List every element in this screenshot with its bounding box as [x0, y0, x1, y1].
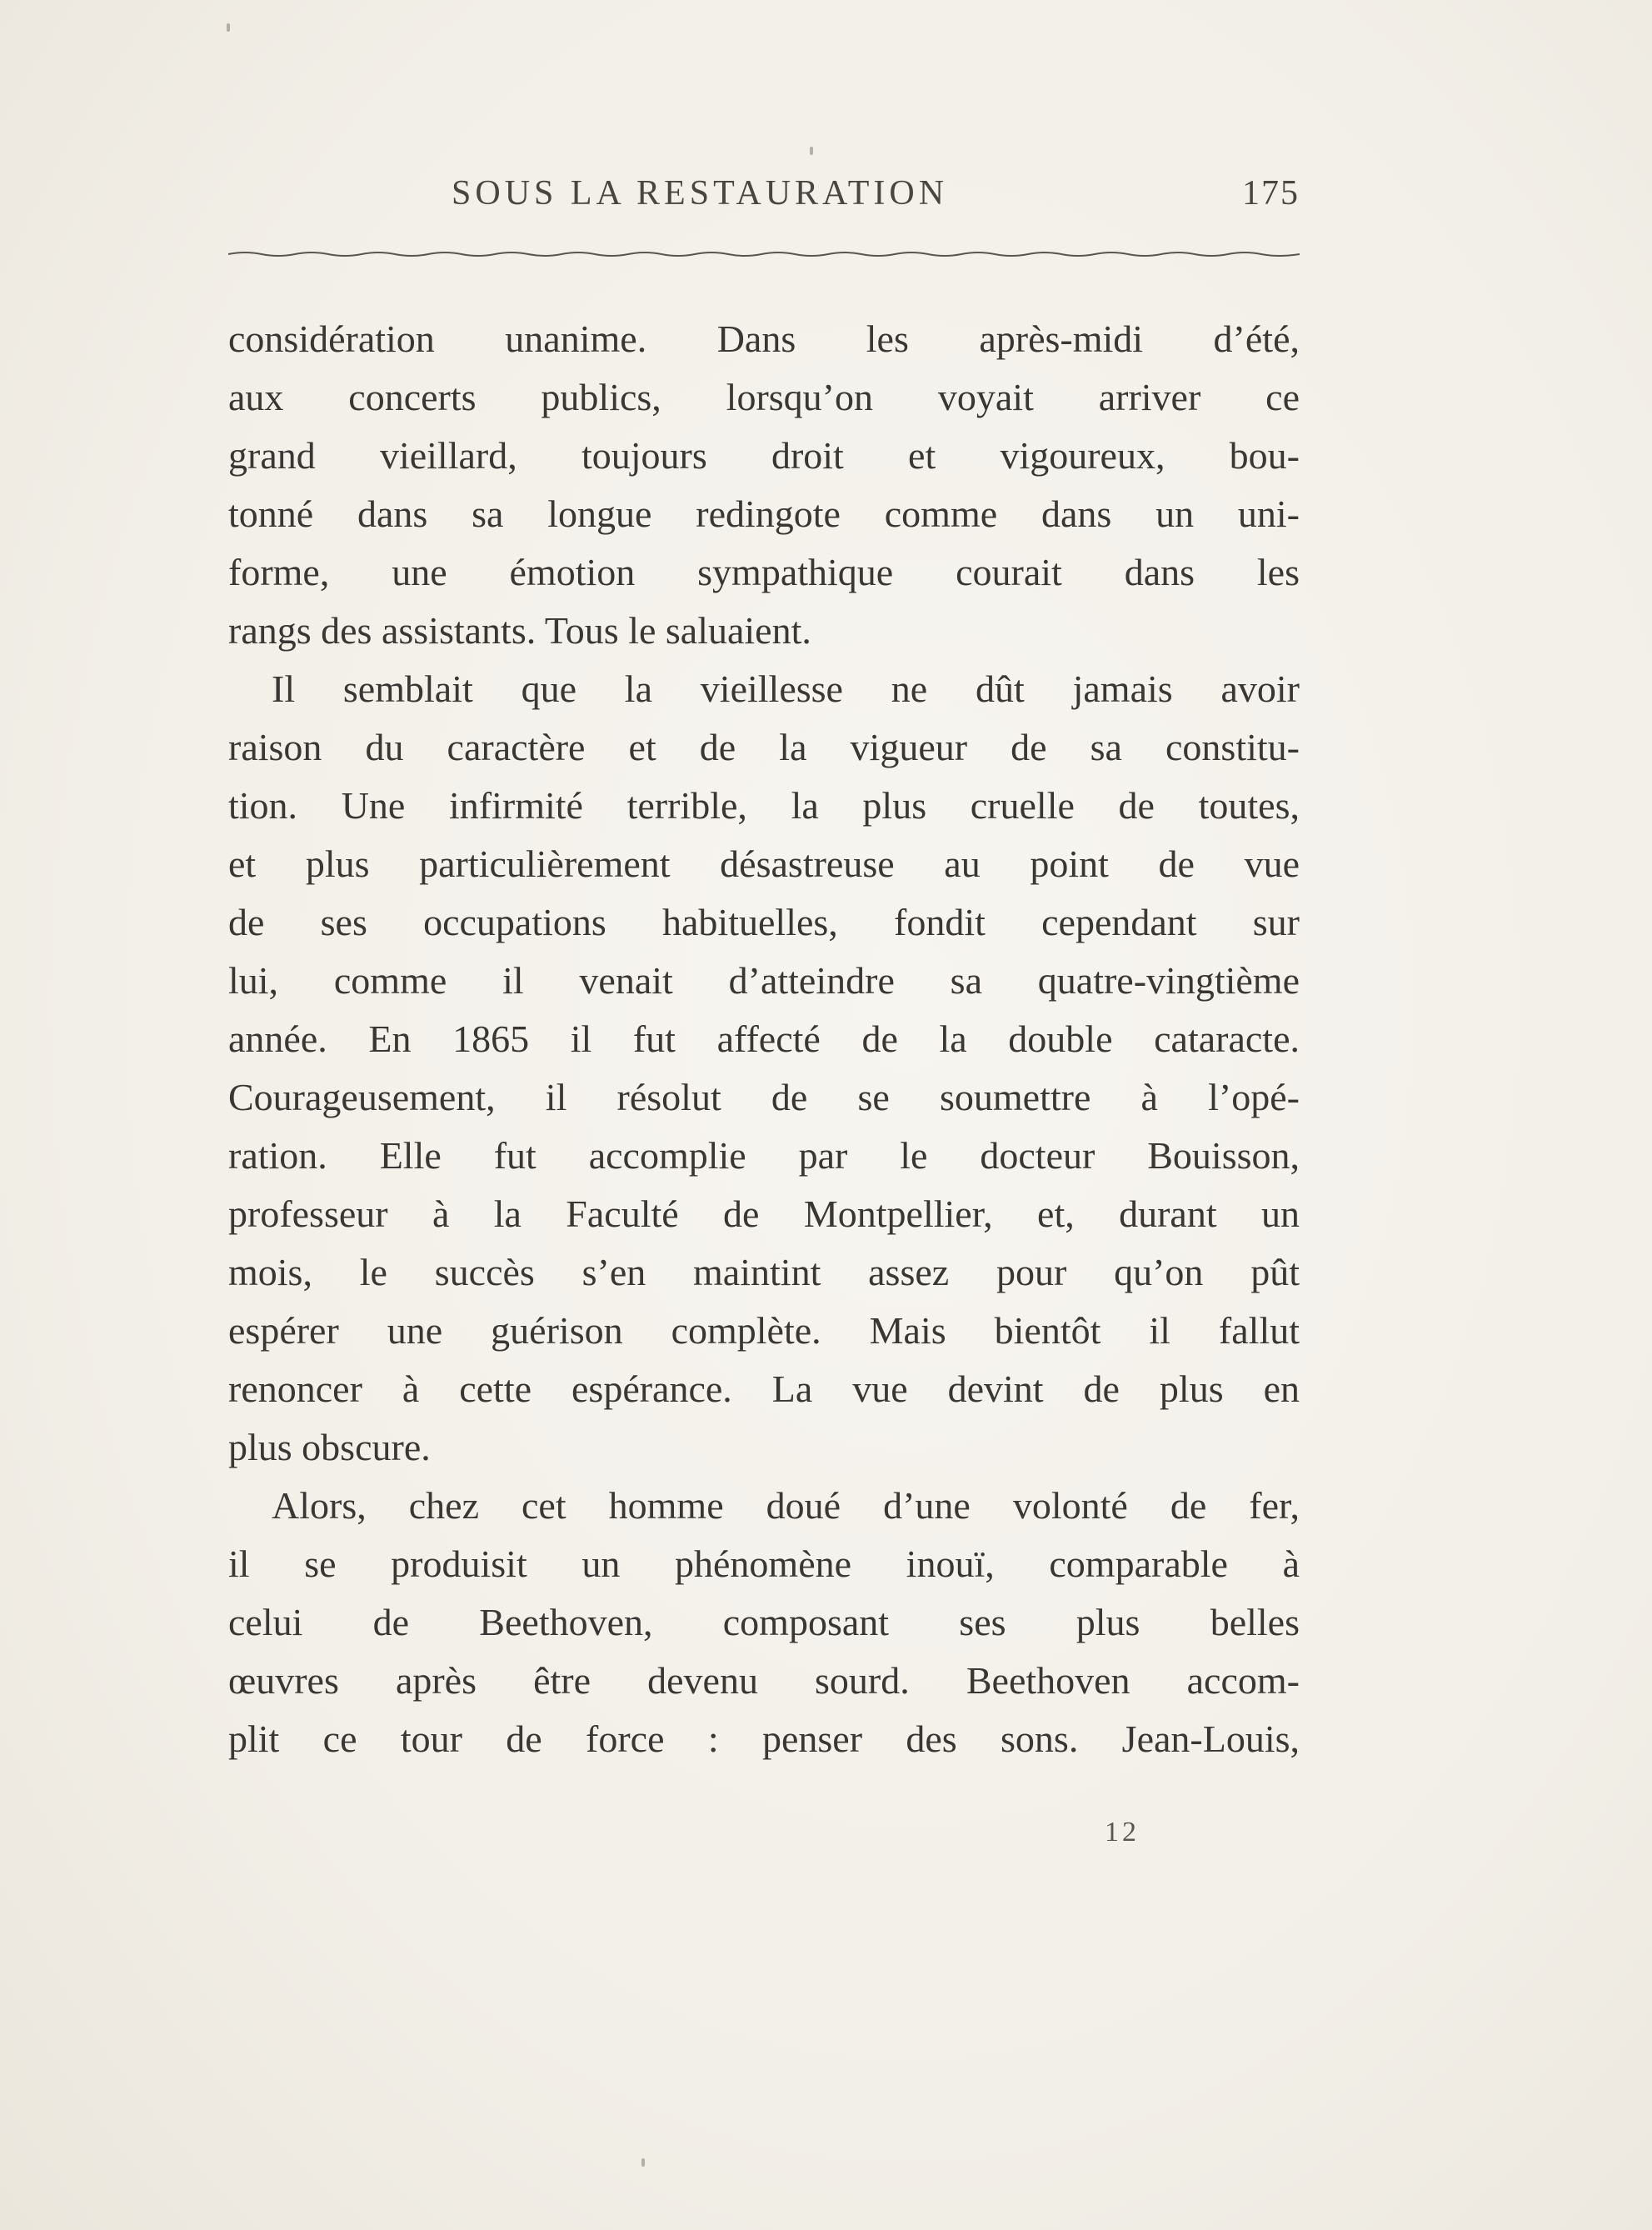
text-line: considération unanime. Dans les après-midi d’été, — [228, 318, 1300, 360]
text-line: et plus particulièrement désastreuse au point de vue — [228, 842, 1300, 885]
text-line: espérer une guérison complète. Mais bientôt il fallut — [228, 1309, 1300, 1352]
text-line: raison du caractère et de la vigueur de sa constitu- — [228, 726, 1300, 768]
text-line: Courageusement, il résolut de se soumettre à l’opé- — [228, 1076, 1300, 1118]
text-line: plus obscure. — [228, 1426, 431, 1468]
running-title: SOUS LA RESTAURATION — [452, 174, 949, 212]
text-line: mois, le succès s’en maintint assez pour qu’on pût — [228, 1251, 1300, 1293]
text-line: lui, comme il venait d’atteindre sa quatre-vingtième — [228, 959, 1300, 1002]
text-line: œuvres après être devenu sourd. Beethoven accom- — [228, 1659, 1300, 1702]
paper-speck — [810, 147, 813, 155]
text-line: aux concerts publics, lorsqu’on voyait arriver ce — [228, 376, 1300, 418]
text-line: plit ce tour de force : penser des sons. Jean-Louis, — [228, 1718, 1300, 1760]
page-number: 175 — [1242, 174, 1300, 212]
text-line: grand vieillard, toujours droit et vigoureux, bou- — [228, 434, 1300, 477]
text-line: tion. Une infirmité terrible, la plus cruelle de toutes, — [228, 784, 1300, 827]
running-head — [228, 167, 1300, 225]
text-line: de ses occupations habituelles, fondit cependant sur — [228, 901, 1300, 943]
body-text — [228, 310, 1300, 1768]
decorative-wavy-rule — [228, 248, 1300, 260]
text-line: ration. Elle fut accomplie par le docteur Bouisson, — [228, 1134, 1300, 1177]
text-line: année. En 1865 il fut affecté de la double cataracte. — [228, 1018, 1300, 1060]
text-line: rangs des assistants. Tous le saluaient. — [228, 609, 811, 652]
text-line: celui de Beethoven, composant ses plus belles — [228, 1601, 1300, 1643]
text-line: renoncer à cette espérance. La vue devint de plus en — [228, 1368, 1300, 1410]
text-line: il se produisit un phénomène inouï, comparable à — [228, 1542, 1300, 1585]
text-line: tonné dans sa longue redingote comme dans un uni- — [228, 492, 1300, 535]
text-line: Il semblait que la vieillesse ne dût jamais avoir — [272, 668, 1300, 710]
paper-speck — [227, 23, 230, 32]
text-line: professeur à la Faculté de Montpellier, et, durant un — [228, 1192, 1300, 1235]
paper-speck — [641, 2158, 645, 2167]
text-line: forme, une émotion sympathique courait dans les — [228, 551, 1300, 593]
signature-mark: 12 — [1105, 1817, 1140, 1848]
text-line: Alors, chez cet homme doué d’une volonté de fer, — [272, 1484, 1300, 1527]
